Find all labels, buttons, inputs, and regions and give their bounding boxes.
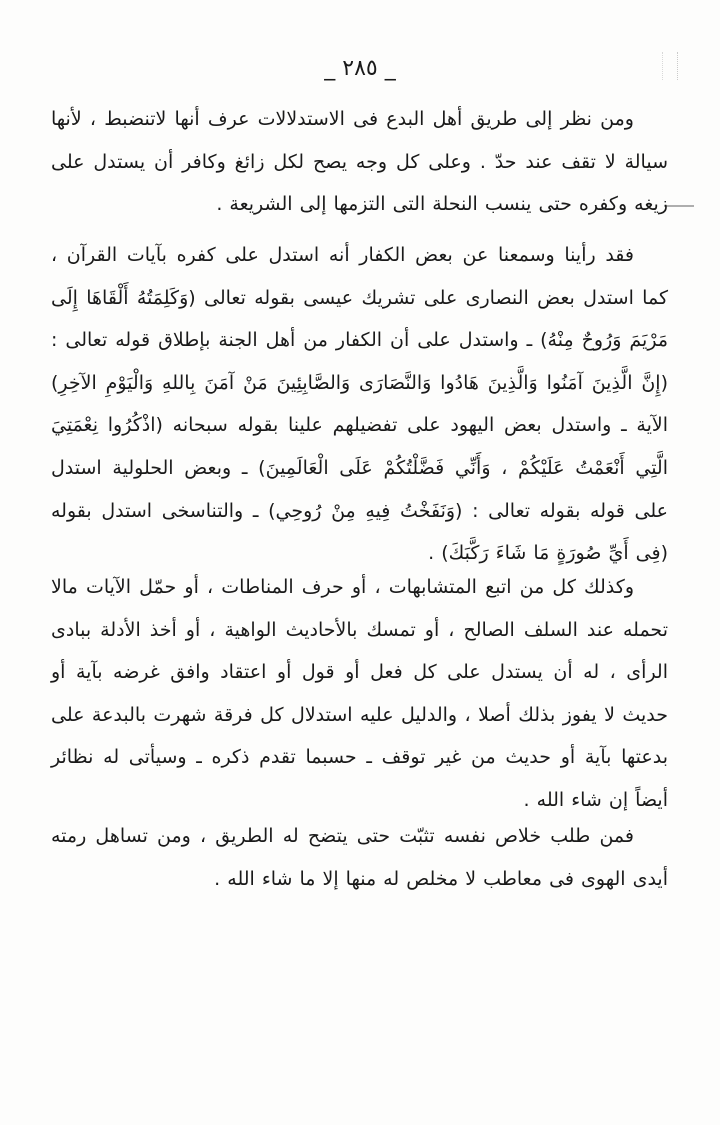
margin-stroke-mark xyxy=(664,205,694,207)
paragraph-text: وكذلك كل من اتبع المتشابهات ، أو حرف المناطات ، أو حمّل الآيات مالا تحمله عند السلف الصالح ، أو تمسك بالأحاديث الواهية ، أو أخذ الأدلة ببادى الرأى ، له أن يستدل على كل فعل أو قول أو اعتقاد وافق غرضه بآية أو حديث لا يفوز بذلك أصلا ، والدليل عليه استدلال كل فرقة شهرت بالبدعة على بدعتها بآية أو حديث من غير توقف ـ حسبما تقدم ذكره ـ وسيأتى له نظائر أيضاً إن شاء الله . xyxy=(51,576,668,811)
paragraph-conclusion xyxy=(51,815,668,900)
page-number: _ ٢٨٥ _ xyxy=(324,56,396,81)
paragraph-text: فقد رأينا وسمعنا عن بعض الكفار أنه استدل على كفره بآيات القرآن ، كما استدل بعض النصارى على تشريك عيسى بقوله تعالى (وَكَلِمَتُهُ أَلْقَاهَا إِلَى مَرْيَمَ وَرُوحٌ مِنْهُ) ـ واستدل على أن الكفار من أهل الجنة بإطلاق قوله تعالى : (إِنَّ الَّذِينَ آمَنُوا وَالَّذِينَ هَادُوا وَالنَّصَارَى وَالصَّابِئِينَ مَنْ آمَنَ بِاللهِ وَالْيَوْمِ الآخِرِ) الآية ـ واستدل بعض اليهود على تفضيلهم علينا بقوله سبحانه (اذْكُرُوا نِعْمَتِيَ الَّتِي أَنْعَمْتُ عَلَيْكُمْ ، وَأَنِّي فَضَّلْتُكُمْ عَلَى الْعَالَمِينَ) ـ وبعض الحلولية استدل على قوله بقوله تعالى : (وَنَفَخْتُ فِيهِ مِنْ رُوحِي) ـ والتناسخى استدل بقوله (فِى أَيِّ صُورَةٍ مَا شَاءَ رَكَّبَكَ) . xyxy=(51,244,668,565)
paragraph-innovators-evidence xyxy=(51,98,668,226)
paragraph-followers-of-ambiguities xyxy=(51,566,668,822)
paragraph-text: فمن طلب خلاص نفسه تثبّت حتى يتضح له الطريق ، ومن تساهل رمته أيدى الهوى فى معاطب لا مخلص له منها إلا ما شاء الله . xyxy=(51,825,668,890)
paragraph-text: ومن نظر إلى طريق أهل البدع فى الاستدلالات عرف أنها لاتنضبط ، لأنها سيالة لا تقف عند حدّ . وعلى كل وجه يصح لكل زائغ وكافر أن يستدل على زيغه وكفره حتى ينسب النحلة التى التزمها إلى الشريعة . xyxy=(51,108,668,216)
paragraph-disbelievers-examples xyxy=(51,234,668,575)
